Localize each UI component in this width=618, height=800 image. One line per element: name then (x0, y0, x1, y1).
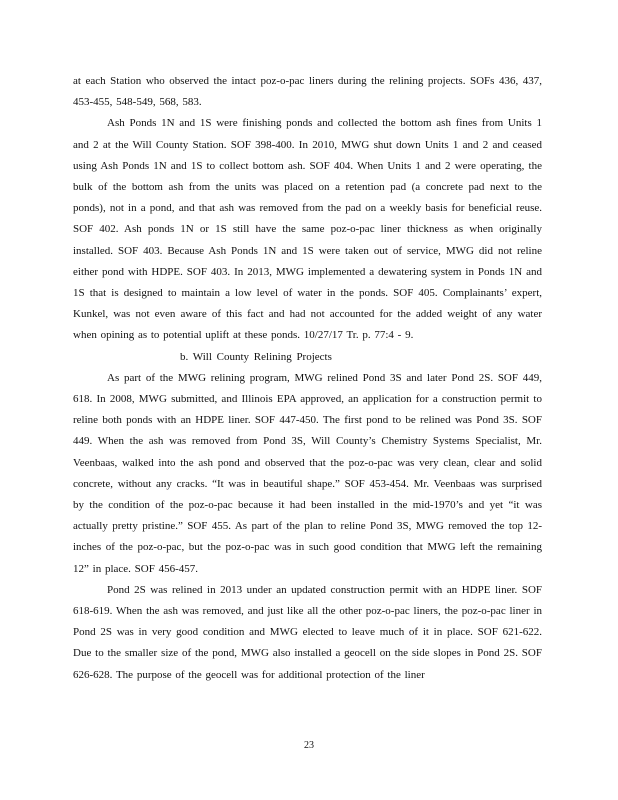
paragraph-pond-3s: As part of the MWG relining program, MWG relined Pond 3S and later Pond 2S. SOF 449, 618. In 2008, MWG submitted, and Illinois EPA approved, an application for a construction permit to reline both ponds with an HDPE liner. SOF 447-450. The first pond to be relined was Pond 3S. SOF 449. When the ash was removed from Pond 3S, Will County’s Chemistry Systems Specialist, Mr. Veenbaas, walked into the ash pond and observed that the poz-o-pac was very clean, clear and solid concrete, without any cracks. “It was in beautiful shape.” SOF 453-454. Mr. Veenbaas was surprised by the condition of the poz-o-pac because it had been installed in the mid-1970’s and yet “it was actually pretty pristine.” SOF 455. As part of the plan to reline Pond 3S, MWG removed the top 12-inches of the poz-o-pac, but the poz-o-pac was in such good condition that MWG left the remaining 12” in place. SOF 456-457. (73, 371, 542, 575)
page-body (73, 71, 542, 686)
paragraph-continued: at each Station who observed the intact poz-o-pac liners during the relining projects. SOFs 436, 437, 453-455, 548-549, 568, 583. (73, 75, 542, 109)
paragraph-ash-ponds-1n-1s: Ash Ponds 1N and 1S were finishing ponds and collected the bottom ash fines from Units 1 and 2 at the Will County Station. SOF 398-400. In 2010, MWG shut down Units 1 and 2 and ceased using Ash Ponds 1N and 1S to collect bottom ash. SOF 404. When Units 1 and 2 were operating, the bulk of the bottom ash from the units was placed on a retention pad (a concrete pad next to the ponds), not in a pond, and that ash was removed from the pad on a weekly basis for beneficial reuse. SOF 402. Ash ponds 1N or 1S still have the same poz-o-pac liner thickness as when originally installed. SOF 403. Because Ash Ponds 1N and 1S were taken out of service, MWG did not reline either pond with HDPE. SOF 403. In 2013, MWG implemented a dewatering system in Ponds 1N and 1S that is designed to maintain a low level of water in the ponds. SOF 405. Complainants’ expert, Kunkel, was not even aware of this fact and had not accounted for the added weight of any water when opining as to potential uplift at these ponds. 10/27/17 Tr. p. 77:4 - 9. (73, 117, 542, 342)
paragraph-pond-2s: Pond 2S was relined in 2013 under an updated construction permit with an HDPE liner. SOF 618-619. When the ash was removed, and just like all the other poz-o-pac liners, the poz-o-pac liner in Pond 2S was in very good condition and MWG elected to leave much of it in place. SOF 621-622. Due to the smaller size of the pond, MWG also installed a geocell on the side slopes in Pond 2S. SOF 626-628. The purpose of the geocell was for additional protection of the liner (73, 583, 542, 681)
section-heading: b. Will County Relining Projects (180, 350, 332, 363)
page-number: 23 (304, 740, 314, 751)
